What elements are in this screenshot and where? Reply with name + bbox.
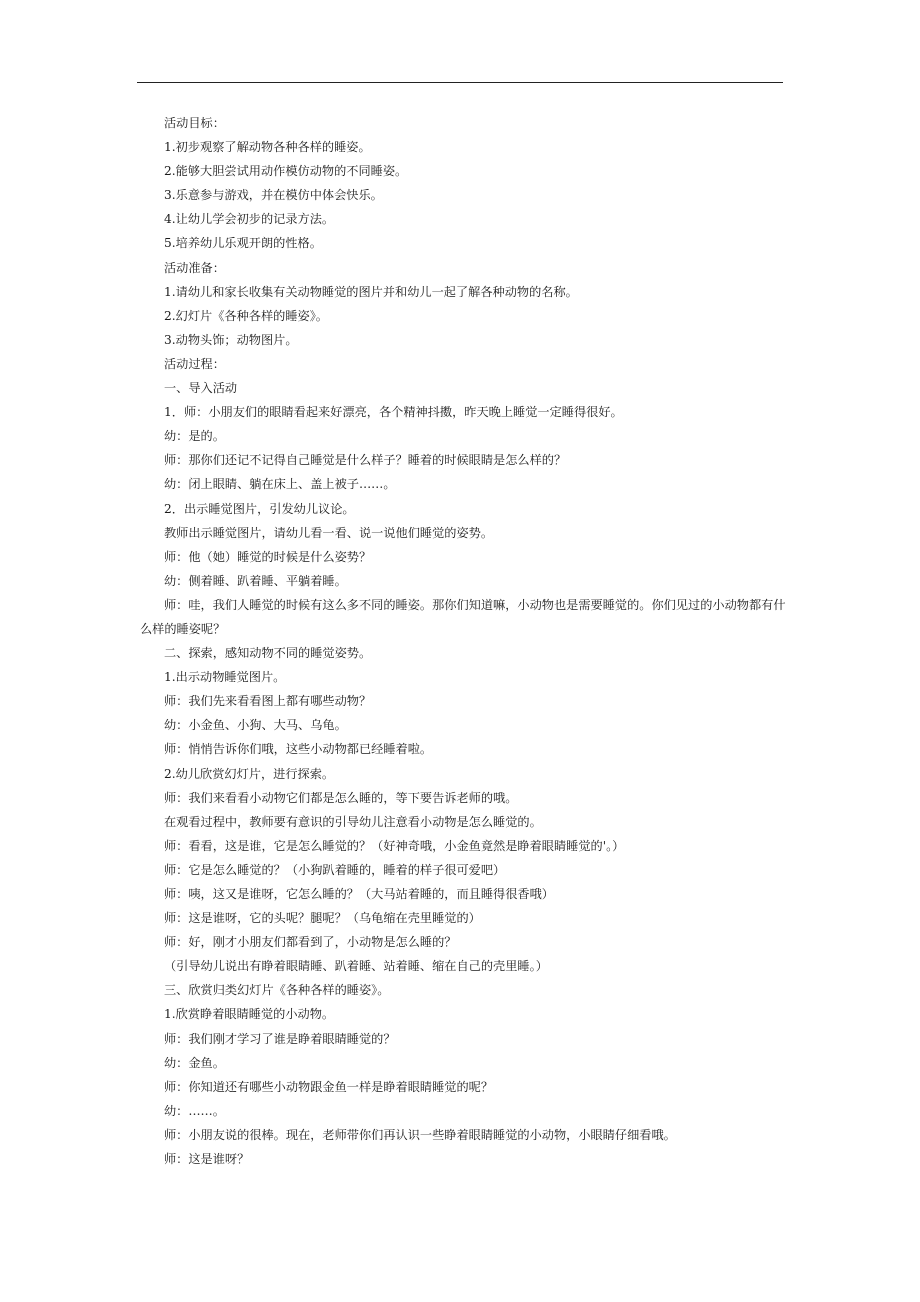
paragraph: 4.让幼儿学会初步的记录方法。 <box>164 212 335 227</box>
paragraph: 3.动物头饰；动物图片。 <box>164 332 298 347</box>
paragraph: 3.乐意参与游戏，并在模仿中体会快乐。 <box>164 188 383 203</box>
paragraph: 1.出示动物睡觉图片。 <box>164 670 286 685</box>
paragraph: 2．出示睡觉图片，引发幼儿议论。 <box>164 501 355 516</box>
paragraph: 在观看过程中，教师要有意识的引导幼儿注意看小动物是怎么睡觉的。 <box>164 814 542 829</box>
paragraph: 师：我们先来看看图上都有哪些动物？ <box>164 694 372 709</box>
paragraph: 师：我们刚才学习了谁是睁着眼睛睡觉的？ <box>164 1031 396 1046</box>
paragraph: 师：悄悄告诉你们哦，这些小动物都已经睡着啦。 <box>164 742 433 757</box>
paragraph: 2.幼儿欣赏幻灯片，进行探索。 <box>164 766 335 781</box>
paragraph: 师：这是谁呀？ <box>164 1152 250 1167</box>
paragraph: 1．师：小朋友们的眼睛看起来好漂亮，各个精神抖擞，昨天晚上睡觉一定睡得很好。 <box>164 405 623 420</box>
paragraph: 师：你知道还有哪些小动物跟金鱼一样是睁着眼睛睡觉的呢？ <box>164 1079 494 1094</box>
paragraph: 活动准备： <box>164 260 225 275</box>
paragraph: 2.幻灯片《各种各样的睡姿》。 <box>164 308 328 323</box>
document-body <box>140 111 786 1171</box>
paragraph: 幼：闭上眼睛、躺在床上、盖上被子……。 <box>164 477 396 492</box>
paragraph: 师：咦，这又是谁呀，它怎么睡的？（大马站着睡的，而且睡得很香哦） <box>164 887 554 901</box>
paragraph: 师：这是谁呀，它的头呢？腿呢？（乌龟缩在壳里睡觉的） <box>164 911 481 926</box>
paragraph: 师：我们来看看小动物它们都是怎么睡的，等下要告诉老师的哦。 <box>164 790 518 805</box>
paragraph: 教师出示睡觉图片，请幼儿看一看、说一说他们睡觉的姿势。 <box>164 525 494 540</box>
paragraph: 活动过程： <box>164 356 225 371</box>
paragraph: 幼：金鱼。 <box>164 1055 225 1070</box>
paragraph: 1.请幼儿和家长收集有关动物睡觉的图片并和幼儿一起了解各种动物的名称。 <box>164 284 578 299</box>
paragraph: （引导幼儿说出有睁着眼睛睡、趴着睡、站着睡、缩在自己的壳里睡。） <box>164 959 548 974</box>
paragraph: 二、探索，感知动物不同的睡觉姿势。 <box>164 646 372 661</box>
paragraph: 幼：……。 <box>164 1103 225 1118</box>
paragraph: 活动目标： <box>164 116 225 130</box>
header-rule <box>137 82 783 83</box>
paragraph: 师：好，刚才小朋友们都看到了，小动物是怎么睡的？ <box>164 935 457 950</box>
paragraph: 1.初步观察了解动物各种各样的睡姿。 <box>164 140 371 155</box>
paragraph: 2.能够大胆尝试用动作模仿动物的不同睡姿。 <box>164 164 408 179</box>
paragraph: 幼：是的。 <box>164 429 225 444</box>
paragraph: 师：那你们还记不记得自己睡觉是什么样子？睡着的时候眼睛是怎么样的？ <box>164 453 567 468</box>
paragraph: 1.欣赏睁着眼睛睡觉的小动物。 <box>164 1007 335 1022</box>
paragraph: 师：小朋友说的很棒。现在，老师带你们再认识一些睁着眼睛睡觉的小动物，小眼睛仔细看哦。 <box>164 1127 676 1142</box>
paragraph: 幼：侧着睡、趴着睡、平躺着睡。 <box>164 573 347 588</box>
paragraph: 幼：小金鱼、小狗、大马、乌龟。 <box>164 718 347 733</box>
paragraph: 一、导入活动 <box>164 381 238 396</box>
paragraph: 师：他（她）睡觉的时候是什么姿势？ <box>164 549 372 564</box>
paragraph: 5.培养幼儿乐观开朗的性格。 <box>164 236 322 251</box>
paragraph: 师：它是怎么睡觉的？（小狗趴着睡的，睡着的样子很可爱吧） <box>164 862 506 877</box>
paragraph: 师：看看，这是谁，它是怎么睡觉的？（好神奇哦，小金鱼竟然是睁着眼睛睡觉的'。） <box>164 838 625 853</box>
paragraph: 三、欣赏归类幻灯片《各种各样的睡姿》。 <box>164 983 390 998</box>
paragraph: 师：哇，我们人睡觉的时候有这么多不同的睡姿。那你们知道嘛，小动物也是需要睡觉的。你们见过的小动物都有什么样的睡姿呢？ <box>140 597 786 636</box>
